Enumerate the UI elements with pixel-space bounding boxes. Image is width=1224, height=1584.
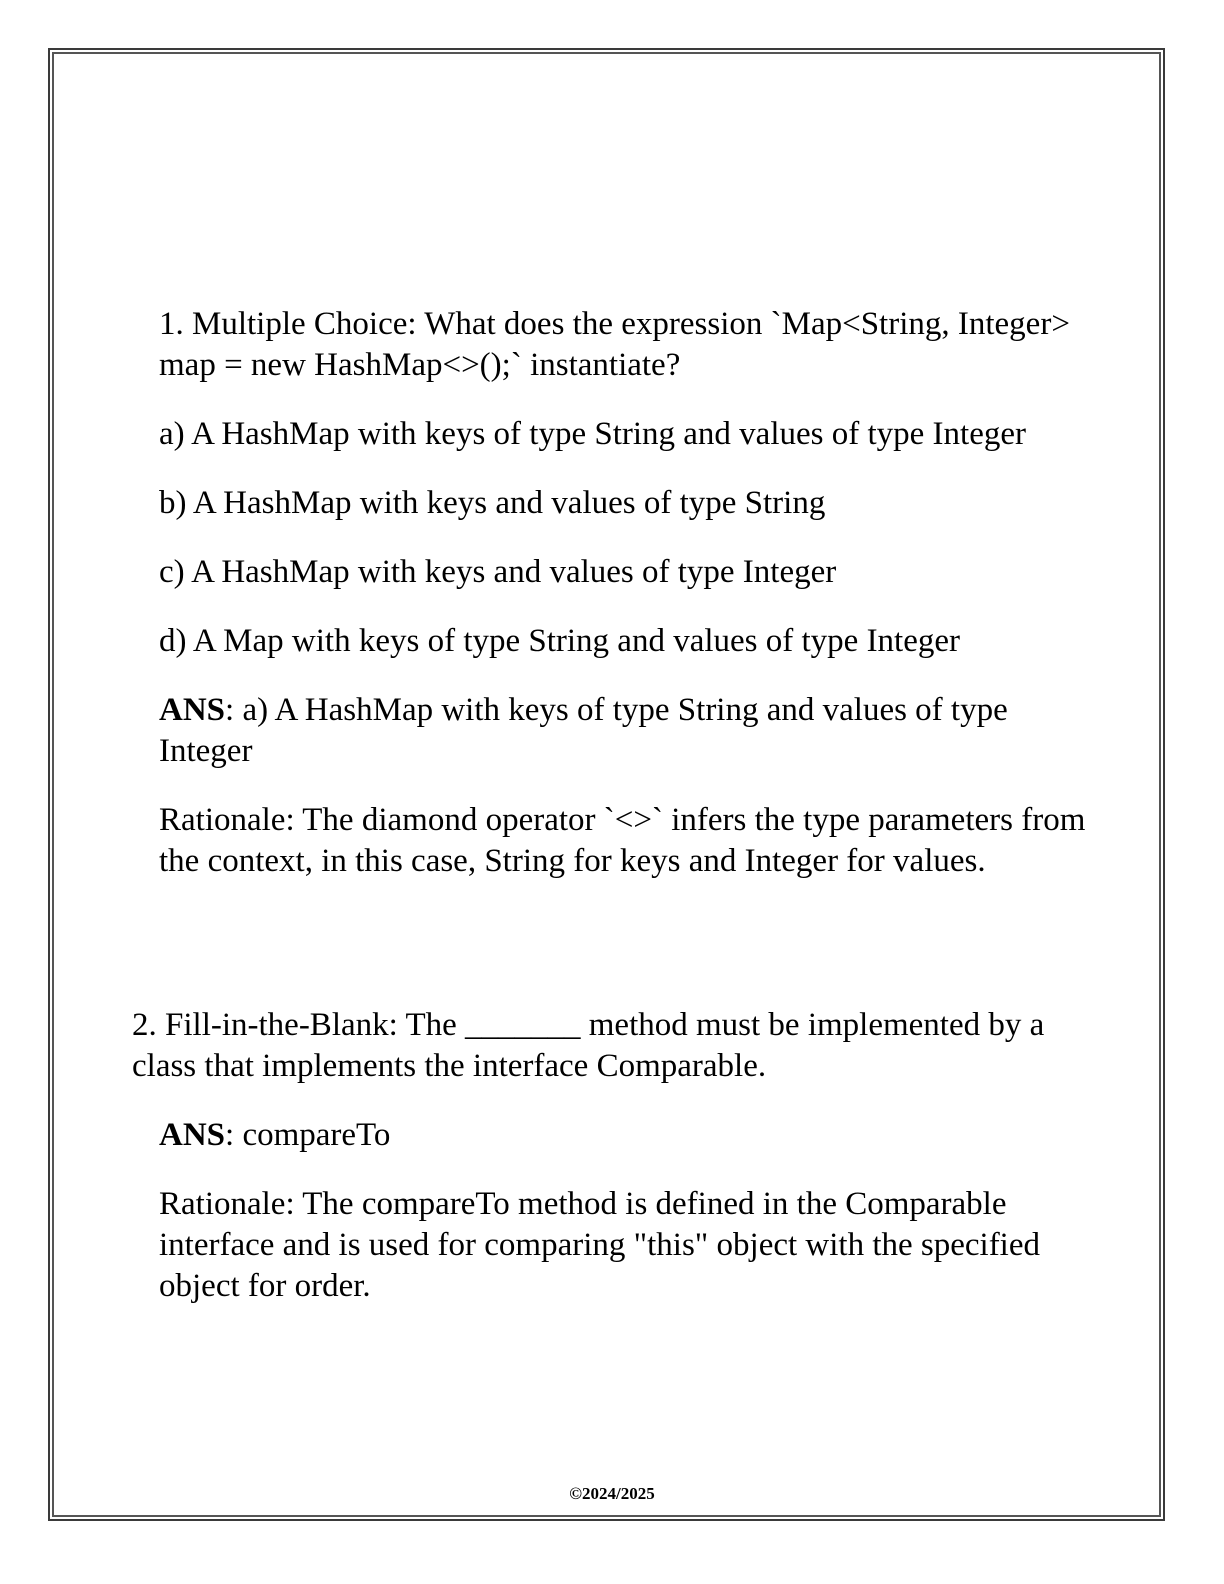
answer-label: ANS	[159, 692, 226, 728]
question-1-rationale: Rationale: The diamond operator `<>` infers the type parameters from the context, in this case, String for keys and Integer for values.	[159, 802, 1086, 879]
copyright-footer: ©2024/2025	[569, 1484, 655, 1503]
question-2-rationale: Rationale: The compareTo method is defined in the Comparable interface and is used for comparing "this" object with the specified object for order.	[159, 1186, 1040, 1304]
question-1-option-b: b) A HashMap with keys and values of type String	[159, 485, 826, 521]
question-1-option-c: c) A HashMap with keys and values of type Integer	[159, 554, 837, 590]
document-body	[132, 304, 1092, 1335]
question-1-option-a: a) A HashMap with keys of type String and values of type Integer	[159, 416, 1026, 452]
answer-label: ANS	[159, 1117, 226, 1153]
question-1-option-d: d) A Map with keys of type String and values of type Integer	[159, 623, 961, 659]
question-1-answer	[132, 690, 1092, 772]
question-spacer	[132, 910, 1092, 1005]
answer-text: : compareTo	[225, 1117, 391, 1153]
question-2-prompt: 2. Fill-in-the-Blank: The _______ method must be implemented by a class that implements the interface Comparable.	[132, 1007, 1045, 1084]
question-1-prompt: 1. Multiple Choice: What does the expression `Map<String, Integer> map = new HashMap<>();` instantiate?	[159, 306, 1070, 383]
answer-text: : a) A HashMap with keys of type String and values of type Integer	[159, 692, 1008, 769]
question-2-answer	[132, 1115, 1092, 1156]
